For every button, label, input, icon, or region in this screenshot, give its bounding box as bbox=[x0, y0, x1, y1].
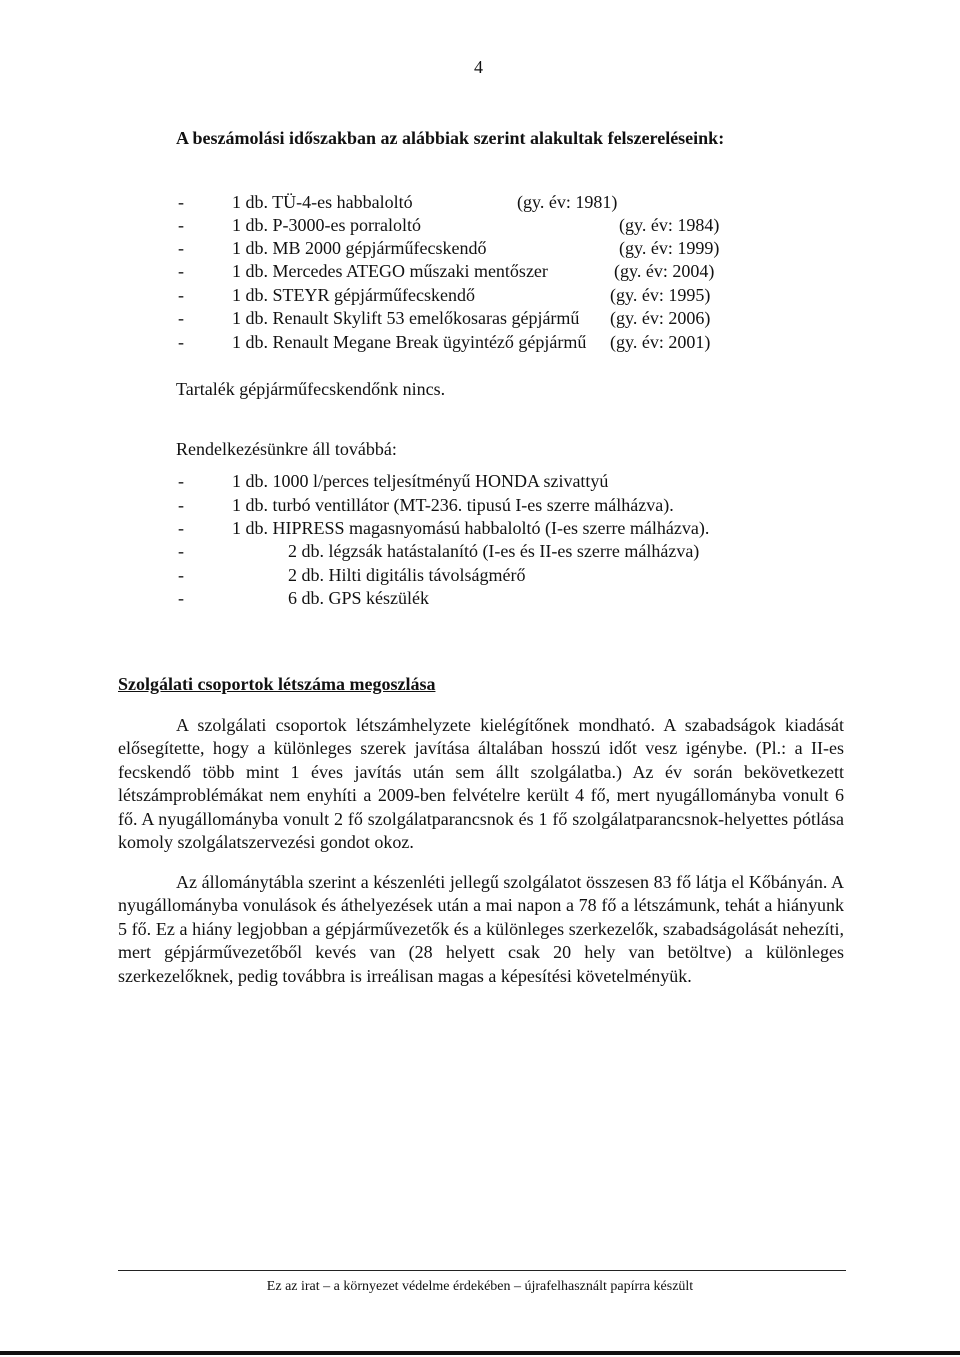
footer-note: Ez az irat – a környezet védelme érdekében – újrafelhasznált papírra készült bbox=[266, 1279, 694, 1294]
available-item: 1 db. 1000 l/perces teljesítményű HONDA szivattyú bbox=[232, 471, 609, 491]
equipment-year: (gy. év: 1984) bbox=[619, 215, 720, 235]
section-heading-equipment: A beszámolási időszakban az alábbiak szerint alakultak felszereléseink: bbox=[176, 128, 725, 148]
paragraph-headcount bbox=[118, 871, 844, 988]
available-heading: Rendelkezésünkre áll továbbá: bbox=[176, 439, 397, 459]
equipment-item: 1 db. TÜ-4-es habbaloltó bbox=[232, 192, 413, 212]
equipment-item: 1 db. STEYR gépjárműfecskendő bbox=[232, 285, 475, 305]
equipment-year: (gy. év: 2001) bbox=[610, 332, 711, 352]
equipment-item: 1 db. Mercedes ATEGO műszaki mentőszer bbox=[232, 261, 548, 281]
footer-divider bbox=[118, 1270, 846, 1271]
list-dash: - bbox=[178, 285, 184, 305]
list-dash: - bbox=[178, 332, 184, 352]
available-item: 2 db. Hilti digitális távolságmérő bbox=[288, 565, 526, 585]
list-dash: - bbox=[178, 471, 184, 491]
available-item: 2 db. légzsák hatástalanító (I-es és II-es szerre málházva) bbox=[288, 541, 700, 561]
paragraph-text: A szolgálati csoportok létszámhelyzete kielégítőnek mondható. A szabadságok kiadását elősegítette, hogy a különleges szerek javítása általában hosszú időt vesz igénybe. (Pl.: a II-es fecskendő több mint 1 éves javítás után sem állt szolgálatba.) Az év során bekövetkezett létszámproblémákat nem enyhíti a 2009-ben felvételre került 4 fő, mert nyugállományba vonult 6 fő. A nyugállományba vonult 2 fő szolgálatparancsnok és 1 fő szolgálatparancsnok-helyettes pótlása komoly szolgálatszervezési gondot okoz. bbox=[118, 715, 844, 853]
list-dash: - bbox=[178, 541, 184, 561]
page-bottom-border bbox=[0, 1351, 960, 1355]
available-item: 1 db. HIPRESS magasnyomású habbaloltó (I-es szerre málházva). bbox=[232, 518, 710, 538]
list-dash: - bbox=[178, 565, 184, 585]
list-dash: - bbox=[178, 192, 184, 212]
paragraph-staffing bbox=[118, 714, 844, 854]
reserve-note: Tartalék gépjárműfecskendőnk nincs. bbox=[176, 379, 446, 399]
equipment-year: (gy. év: 1981) bbox=[517, 192, 618, 212]
page-number: 4 bbox=[474, 57, 483, 77]
equipment-item: 1 db. Renault Megane Break ügyintéző gépjármű bbox=[232, 332, 587, 352]
list-dash: - bbox=[178, 518, 184, 538]
equipment-item: 1 db. Renault Skylift 53 emelőkosaras gépjármű bbox=[232, 308, 580, 328]
equipment-year: (gy. év: 2006) bbox=[610, 308, 711, 328]
equipment-item: 1 db. P-3000-es porraloltó bbox=[232, 215, 421, 235]
available-item: 1 db. turbó ventillátor (MT-236. tipusú I-es szerre málházva). bbox=[232, 495, 674, 515]
list-dash: - bbox=[178, 495, 184, 515]
list-dash: - bbox=[178, 588, 184, 608]
equipment-year: (gy. év: 1995) bbox=[610, 285, 711, 305]
list-dash: - bbox=[178, 308, 184, 328]
list-dash: - bbox=[178, 238, 184, 258]
equipment-year: (gy. év: 1999) bbox=[619, 238, 720, 258]
paragraph-text: Az állománytábla szerint a készenléti jellegű szolgálatot összesen 83 fő látja el Kőbányán. A nyugállományba vonulások és áthelyezések után a mai napon a 78 fő a létszámunk, tehát a hiányunk 5 fő. Ez a hiány legjobban a gépjárművezetők és a különleges szerkezelők, szabadságolását nehezíti, mert gépjárművezetőből kevés van (28 helyett csak 20 hely van betöltve) a különleges szerkezelőknek, pedig továbbra is irreálisan magas a képesítési követelményük. bbox=[118, 872, 844, 986]
equipment-year: (gy. év: 2004) bbox=[614, 261, 715, 281]
available-item: 6 db. GPS készülék bbox=[288, 588, 429, 608]
list-dash: - bbox=[178, 215, 184, 235]
list-dash: - bbox=[178, 261, 184, 281]
section-heading-staffing: Szolgálati csoportok létszáma megoszlása bbox=[118, 674, 436, 694]
equipment-item: 1 db. MB 2000 gépjárműfecskendő bbox=[232, 238, 487, 258]
